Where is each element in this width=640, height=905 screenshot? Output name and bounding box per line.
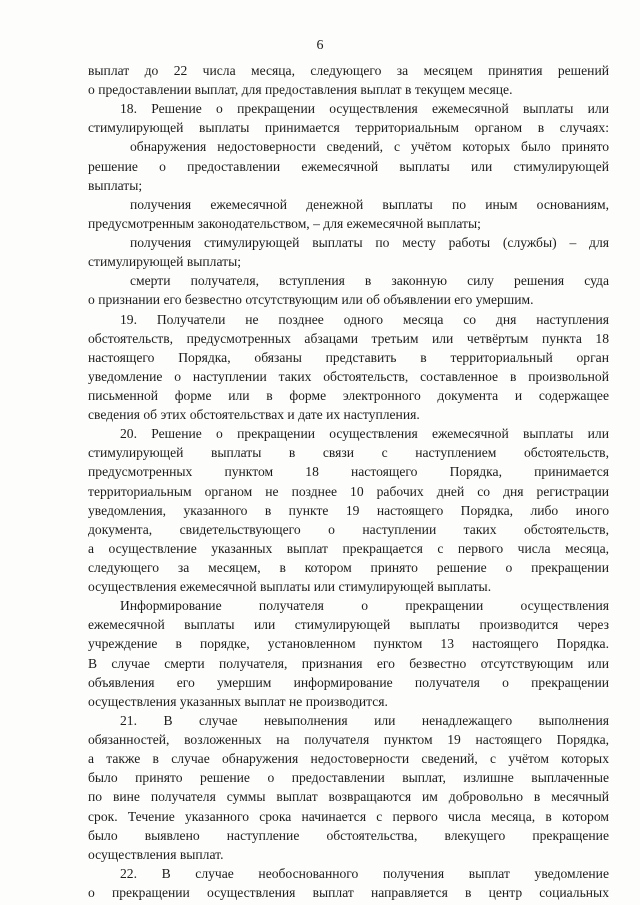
text-line: 19. Получатели не позднее одного месяца со дня наступления — [120, 311, 609, 327]
text-line: осуществления указанных выплат не производится. — [88, 693, 388, 709]
text-line: смерти получателя, вступления в законную силу решения суда — [130, 273, 609, 289]
text-line: а осуществление указанных выплат прекращается с первого числа месяца, — [88, 540, 609, 556]
text-line: 20. Решение о прекращении осуществления ежемесячной выплаты или — [120, 426, 609, 442]
text-line: срок. Течение указанного срока начинается с первого числа месяца, в котором — [88, 808, 609, 824]
text-line: следующего за месяцем, в котором принято решение о прекращении — [88, 560, 609, 576]
text-line: Информирование получателя о прекращении осуществления — [120, 598, 609, 614]
text-line: уведомление о наступлении таких обстоятельств, составленное в произвольной — [88, 368, 609, 384]
text-line: документа, свидетельствующего о наступлении таких обстоятельств, — [88, 521, 609, 537]
text-line: о признании его безвестно отсутствующим или об объявлении его умершим. — [88, 292, 534, 308]
text-line: выплаты; — [88, 177, 143, 193]
text-line: уведомления, указанного в пункте 19 настоящего Порядка, либо иного — [88, 502, 609, 518]
text-line: объявления его умершим информирование получателя о прекращении — [88, 674, 609, 690]
text-line: письменной форме или в форме электронного документа и содержащее — [88, 387, 609, 403]
text-line: выплат до 22 числа месяца, следующего за месяцем принятия решений — [88, 63, 609, 78]
text-line: получения ежемесячной денежной выплаты по иным основаниям, — [130, 196, 609, 212]
text-line: обязанностей, возложенных на получателя пунктом 19 настоящего Порядка, — [88, 732, 609, 748]
text-line: сведения об этих обстоятельствах и дате их наступления. — [88, 407, 420, 423]
text-line: территориальным органом не позднее 10 рабочих дней со дня регистрации — [88, 483, 609, 499]
text-line: обнаружения недостоверности сведений, с учётом которых было принято — [130, 139, 609, 155]
text-line: было выявлено наступление обстоятельства, влекущего прекращение — [88, 827, 609, 843]
page-number: 6 — [316, 38, 324, 53]
text-line: ежемесячной выплаты или стимулирующей выплаты производится через — [88, 617, 609, 633]
text-line: о прекращении осуществления выплат направляется в центр социальных — [88, 885, 609, 900]
text-line: было принято решение о предоставлении выплат, излишне выплаченные — [88, 770, 609, 786]
text-line: учреждение в порядке, установленном пунктом 13 настоящего Порядка. — [88, 636, 609, 652]
text-line: стимулирующей выплаты в связи с наступлением обстоятельств, — [88, 445, 609, 461]
text-line: по вине получателя суммы выплат возвращаются им добровольно в месячный — [88, 789, 609, 805]
text-line: настоящего Порядка, обязаны представить в территориальный орган — [88, 349, 609, 365]
text-line: В случае смерти получателя, признания его безвестно отсутствующим или — [88, 655, 609, 671]
text-line: предусмотренных пунктом 18 настоящего Порядка, принимается — [88, 464, 609, 480]
text-line: 22. В случае необоснованного получения выплат уведомление — [120, 865, 609, 881]
text-line: получения стимулирующей выплаты по месту работы (службы) – для — [130, 235, 609, 251]
text-line: стимулирующей выплаты принимается территориальным органом в случаях: — [88, 120, 609, 136]
text-line: решение о предоставлении ежемесячной выплаты или стимулирующей — [88, 158, 609, 174]
text-line: осуществления ежемесячной выплаты или стимулирующей выплаты. — [88, 579, 492, 595]
text-line: осуществления выплат. — [88, 846, 224, 862]
text-line: стимулирующей выплаты; — [88, 254, 241, 270]
text-line: обстоятельств, предусмотренных абзацами третьим или четвёртым пункта 18 — [88, 330, 609, 346]
text-line: а также в случае обнаружения недостоверности сведений, с учётом которых — [88, 751, 609, 767]
text-line: 21. В случае невыполнения или ненадлежащего выполнения — [120, 712, 609, 728]
text-line: о предоставлении выплат, для предоставления выплат в текущем месяце. — [88, 82, 513, 98]
text-line: 18. Решение о прекращении осуществления ежемесячной выплаты или — [120, 101, 609, 117]
text-line: предусмотренным законодательством, – для ежемесячной выплаты; — [88, 215, 481, 231]
